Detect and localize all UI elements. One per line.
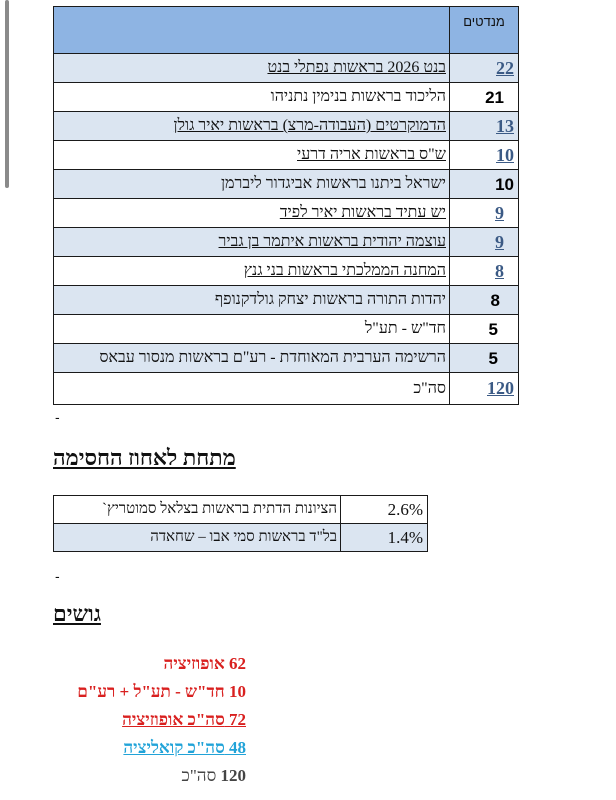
seat-count[interactable]: 8 <box>495 260 504 281</box>
party-name: חד"ש - תע"ל <box>364 320 446 337</box>
seats-column-header: מנדטים <box>450 7 519 54</box>
seat-count: 5 <box>488 319 498 339</box>
table-header-row <box>54 7 519 54</box>
threshold-table <box>53 495 428 552</box>
bloc-line <box>182 766 246 786</box>
table-row <box>54 257 519 286</box>
seat-count[interactable]: 9 <box>495 231 504 252</box>
bloc-label: חד"ש - תע"ל + רע"ם <box>77 682 225 701</box>
vote-percent: 2.6% <box>341 496 428 524</box>
bloc-count: 72 <box>229 710 246 729</box>
party-name[interactable]: יש עתיד בראשות יאיר לפיד <box>279 204 446 221</box>
party-name: יהדות התורה בראשות יצחק גולדקנופף <box>214 291 446 308</box>
table-row <box>54 496 428 524</box>
table-row <box>54 315 519 344</box>
total-row <box>54 373 519 405</box>
seat-count: 10 <box>495 174 514 194</box>
separator-dash: - <box>55 409 60 425</box>
table-row <box>54 199 519 228</box>
party-column-header <box>54 7 450 54</box>
total-seat-count[interactable]: 120 <box>487 378 514 398</box>
party-name: ישראל ביתנו בראשות אביגדור ליברמן <box>220 175 446 192</box>
blocs-title: גושים <box>53 601 101 626</box>
table-row <box>54 141 519 170</box>
seat-count[interactable]: 13 <box>496 115 514 136</box>
seat-count[interactable]: 10 <box>496 144 514 165</box>
table-row <box>54 286 519 315</box>
party-name[interactable]: ש"ס בראשות אריה דרעי <box>297 146 446 163</box>
separator-dash: - <box>55 568 60 584</box>
seat-count: 8 <box>490 290 500 310</box>
table-row <box>54 54 519 83</box>
party-name[interactable]: המחנה הממלכתי בראשות בני גנץ <box>243 262 446 279</box>
total-label: סה"כ <box>413 379 446 397</box>
bloc-count: 48 <box>229 738 246 757</box>
bloc-label: סה"כ <box>181 766 217 785</box>
bloc-line <box>164 654 246 674</box>
party-name: הרשימה הערבית המאוחדת - רע"ם בראשות מנסור עבאס <box>99 349 446 366</box>
bloc-line <box>123 738 246 758</box>
seat-count[interactable]: 22 <box>496 57 514 78</box>
party-name[interactable]: הדמוקרטים (העבודה-מרצ) בראשות יאיר גולן <box>173 117 446 134</box>
seat-count: 21 <box>485 87 504 107</box>
bloc-label: סה"כ אופוזיציה <box>122 710 225 729</box>
vote-percent: 1.4% <box>341 524 428 552</box>
bloc-line <box>77 682 246 702</box>
bloc-count: 10 <box>229 682 246 701</box>
table-row <box>54 228 519 257</box>
party-name[interactable]: עוצמה יהודית בראשות איתמר בן גביר <box>218 233 446 250</box>
bloc-label: אופוזיציה <box>163 654 225 673</box>
table-row <box>54 83 519 112</box>
bloc-count: 62 <box>229 654 246 673</box>
table-row <box>54 170 519 199</box>
table-row <box>54 112 519 141</box>
seats-table <box>53 6 519 405</box>
blocs-summary <box>0 654 246 794</box>
table-row <box>54 524 428 552</box>
table-row <box>54 344 519 373</box>
party-name: הליכוד בראשות בנימין נתניהו <box>270 88 446 105</box>
bloc-label: סה"כ קואליציה <box>123 738 225 757</box>
bloc-count: 120 <box>220 766 246 785</box>
seat-count[interactable]: 9 <box>495 202 504 223</box>
party-name[interactable]: בנט 2026 בראשות נפתלי בנט <box>267 59 446 76</box>
seat-count: 5 <box>488 348 498 368</box>
party-name: הציונות הדתית בראשות בצלאל סמוטריץ` <box>54 496 341 524</box>
scroll-indicator[interactable] <box>5 0 9 188</box>
bloc-line <box>122 710 246 730</box>
threshold-title: מתחת לאחוז החסימה <box>53 445 236 470</box>
party-name: בל"ד בראשות סמי אבו – שחאדה <box>54 524 341 552</box>
